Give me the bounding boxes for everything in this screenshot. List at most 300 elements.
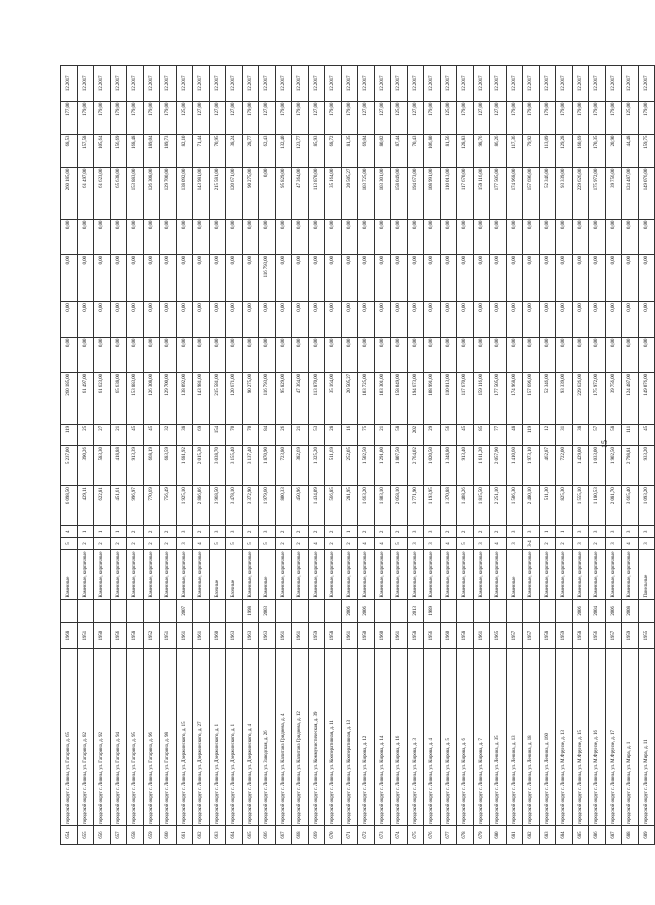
table-cell: Каменные, кирпичные bbox=[176, 549, 193, 599]
table-cell: 0,00 bbox=[110, 337, 127, 372]
table-cell: 1 555,10 bbox=[572, 486, 589, 526]
table-cell: 0,00 bbox=[242, 302, 259, 337]
table-cell: 149 076,00 bbox=[638, 167, 655, 219]
table-cell: 1950 bbox=[358, 623, 375, 649]
table-cell: 3 bbox=[407, 526, 424, 538]
table-cell: 1 611,20 bbox=[473, 446, 490, 486]
table-cell: 85 bbox=[473, 424, 490, 445]
table-cell: 770,69 bbox=[143, 486, 160, 526]
table-cell: 1 bbox=[77, 526, 94, 538]
table-cell: 0,00 bbox=[61, 254, 78, 301]
table-cell: 4 bbox=[308, 538, 325, 550]
table-cell: 0,00 bbox=[61, 219, 78, 254]
table-cell: Каменные, кирпичные bbox=[341, 549, 358, 599]
table-cell: 1 973,10 bbox=[523, 446, 540, 486]
table-cell: 1 bbox=[539, 526, 556, 538]
table-cell: 5 bbox=[457, 538, 474, 550]
table-row bbox=[242, 66, 259, 845]
table-cell: 1963 bbox=[259, 623, 276, 649]
table-cell bbox=[292, 599, 309, 623]
table-cell: городской округ г. Ливны, ул. Кооперативная, д. 13 bbox=[341, 649, 358, 826]
table-cell: 5 bbox=[209, 538, 226, 550]
table-cell: 678 bbox=[457, 826, 474, 845]
table-cell: 429,11 bbox=[77, 486, 94, 526]
table-cell: 0,00 bbox=[61, 302, 78, 337]
table-cell: 12.2017 bbox=[589, 66, 606, 102]
table-cell: 189,04 bbox=[143, 134, 160, 167]
table-cell: 1998 bbox=[242, 599, 259, 623]
table-cell: 0,00 bbox=[308, 302, 325, 337]
table-cell: 0,00 bbox=[622, 219, 639, 254]
table-cell: 0,00 bbox=[407, 254, 424, 301]
table-cell: 125,00 bbox=[440, 101, 457, 134]
table-cell: 156,69 bbox=[110, 134, 127, 167]
table-cell: городской округ г. Ливны, ул. Кирова, д. 12 bbox=[358, 649, 375, 826]
table-cell: 119 bbox=[61, 424, 78, 445]
table-cell: Каменные, кирпичные bbox=[193, 549, 210, 599]
table-cell: 12.2017 bbox=[325, 66, 342, 102]
table-cell: 117 670,00 bbox=[457, 372, 474, 424]
table-cell: 0,00 bbox=[176, 337, 193, 372]
table-cell: 81,56 bbox=[440, 134, 457, 167]
table-row bbox=[490, 66, 507, 845]
table-cell: 3-4 bbox=[523, 538, 540, 550]
table-cell: 12.2017 bbox=[440, 66, 457, 102]
table-cell: Каменные bbox=[259, 549, 276, 599]
table-cell: 0,00 bbox=[127, 254, 144, 301]
table-cell bbox=[61, 599, 78, 623]
table-cell: городской округ г. Ливны, ул. Ленина, д. 18 bbox=[523, 649, 540, 826]
table-cell: 685 bbox=[572, 826, 589, 845]
table-cell: городской округ г. Ливны, ул. М.Фрунзе, д. 16 bbox=[589, 649, 606, 826]
table-cell: 1 815,50 bbox=[473, 486, 490, 526]
table-cell: 913,39 bbox=[127, 446, 144, 486]
table-cell: 0,00 bbox=[325, 219, 342, 254]
table-cell: городской округ г. Ливны, ул. Кирова, д. 5 bbox=[440, 649, 457, 826]
table-cell: 153 883,00 bbox=[127, 372, 144, 424]
table-cell: городской округ г. Ливны, ул. Ленина, д. 13 bbox=[506, 649, 523, 826]
table-cell: 0,00 bbox=[176, 254, 193, 301]
table-cell: 1 502,50 bbox=[358, 446, 375, 486]
table-cell: 0,00 bbox=[539, 302, 556, 337]
table-cell: 12.2017 bbox=[391, 66, 408, 102]
table-cell: 1 434,09 bbox=[308, 486, 325, 526]
table-cell bbox=[539, 599, 556, 623]
table-cell: 1958 bbox=[539, 623, 556, 649]
table-cell: 69 bbox=[193, 424, 210, 445]
table-cell: 12.2017 bbox=[259, 66, 276, 102]
table-cell: 0,00 bbox=[556, 302, 573, 337]
table-cell: Каменные, кирпичные bbox=[127, 549, 144, 599]
table-cell: 2 081,70 bbox=[605, 486, 622, 526]
table-cell: 0,00 bbox=[473, 219, 490, 254]
table-cell: 0,00 bbox=[176, 302, 193, 337]
table-row bbox=[457, 66, 474, 845]
table-cell: 0,00 bbox=[259, 219, 276, 254]
table-cell bbox=[143, 599, 160, 623]
table-cell: 158 049,00 bbox=[391, 167, 408, 219]
table-cell: 0,00 bbox=[160, 254, 177, 301]
table-cell: 127,00 bbox=[308, 101, 325, 134]
table-cell: 0,00 bbox=[358, 254, 375, 301]
table-cell: 0,00 bbox=[490, 254, 507, 301]
table-cell: 52 346,00 bbox=[539, 372, 556, 424]
table-cell: 671 bbox=[341, 826, 358, 845]
table-cell: 0,00 bbox=[539, 337, 556, 372]
table-cell: 0,00 bbox=[589, 302, 606, 337]
table-cell: 1958 bbox=[325, 623, 342, 649]
table-cell: 0,00 bbox=[94, 254, 111, 301]
table-cell: 12.2017 bbox=[77, 66, 94, 102]
table-cell: 79,92 bbox=[523, 134, 540, 167]
table-cell: 2 bbox=[160, 526, 177, 538]
table-cell: 673 bbox=[374, 826, 391, 845]
table-cell: 0,00 bbox=[209, 254, 226, 301]
table-row bbox=[605, 66, 622, 845]
table-cell: 69,04 bbox=[358, 134, 375, 167]
table-cell: 666 bbox=[259, 826, 276, 845]
table-cell: 179,00 bbox=[77, 101, 94, 134]
table-cell: 149 076,00 bbox=[638, 372, 655, 424]
table-cell: 1 033,00 bbox=[589, 446, 606, 486]
table-cell: 2 bbox=[341, 538, 358, 550]
table-cell: городской округ г. Ливны, ул. М.Фрунзе, д. 17 bbox=[605, 649, 622, 826]
table-cell: 689 bbox=[638, 826, 655, 845]
table-row bbox=[325, 66, 342, 845]
table-cell bbox=[490, 599, 507, 623]
table-cell: 0,00 bbox=[226, 302, 243, 337]
table-cell: 0,00 bbox=[61, 337, 78, 372]
table-cell: 179,00 bbox=[523, 101, 540, 134]
table-row bbox=[374, 66, 391, 845]
table-cell: 0,00 bbox=[193, 219, 210, 254]
table-cell: 95 829,00 bbox=[275, 372, 292, 424]
table-cell: 85,93 bbox=[308, 134, 325, 167]
table-cell: 2007 bbox=[176, 599, 193, 623]
table-cell: 0,00 bbox=[424, 302, 441, 337]
table-cell: 0,00 bbox=[523, 337, 540, 372]
table-cell: 0,00 bbox=[110, 302, 127, 337]
table-cell: 681 bbox=[506, 826, 523, 845]
table-cell bbox=[523, 599, 540, 623]
table-cell: 0,00 bbox=[77, 254, 94, 301]
table-cell: Каменные, кирпичные bbox=[523, 549, 540, 599]
table-cell: 93 339,00 bbox=[556, 167, 573, 219]
table-row bbox=[572, 66, 589, 845]
table-cell: 12.2017 bbox=[556, 66, 573, 102]
table-cell: 0,00 bbox=[110, 219, 127, 254]
table-cell: городской округ г. Ливны, ул. Кирова, д. 14 bbox=[374, 649, 391, 826]
table-cell: 674 bbox=[391, 826, 408, 845]
table-cell: 129 700,00 bbox=[160, 167, 177, 219]
table-cell: 1 291,00 bbox=[374, 446, 391, 486]
table-cell: 3 137,40 bbox=[242, 446, 259, 486]
table-cell: 153 883,00 bbox=[127, 167, 144, 219]
table-cell bbox=[209, 599, 226, 623]
table-cell: 1960 bbox=[209, 623, 226, 649]
table-cell: 159 116,00 bbox=[473, 372, 490, 424]
table-cell: 0,00 bbox=[490, 302, 507, 337]
table-cell: 2 bbox=[374, 526, 391, 538]
table-cell: 127,00 bbox=[226, 101, 243, 134]
table-cell: 28,77 bbox=[242, 134, 259, 167]
table-cell: 2 bbox=[94, 538, 111, 550]
table-cell: 159,75 bbox=[638, 134, 655, 167]
table-cell: 120 671,00 bbox=[226, 372, 243, 424]
table-cell: городской округ г. Ливны, ул. М.Фрунзе, д. 13 bbox=[556, 649, 573, 826]
table-cell: 3 bbox=[605, 526, 622, 538]
table-cell bbox=[110, 599, 127, 623]
table-cell: 128,83 bbox=[457, 134, 474, 167]
table-cell: Каменные, кирпичные bbox=[308, 549, 325, 599]
table-cell: 281,95 bbox=[341, 486, 358, 526]
table-cell: 81,35 bbox=[341, 134, 358, 167]
table-row bbox=[638, 66, 655, 845]
table-row bbox=[176, 66, 193, 845]
table-cell: 127,00 bbox=[209, 101, 226, 134]
table-cell: 80,02 bbox=[374, 134, 391, 167]
table-cell: городской округ г. Ливны, ул. Гагарина, д. 92 bbox=[94, 649, 111, 826]
table-cell: 933,20 bbox=[638, 446, 655, 486]
table-cell: 3 bbox=[226, 526, 243, 538]
table-cell: 1959 bbox=[556, 623, 573, 649]
table-cell: 120 671,00 bbox=[226, 167, 243, 219]
table-cell: 0,00 bbox=[523, 302, 540, 337]
table-cell: Каменные, кирпичные bbox=[275, 549, 292, 599]
table-cell: 0,00 bbox=[292, 337, 309, 372]
table-cell: 20 505,27 bbox=[341, 167, 358, 219]
table-cell: 0,00 bbox=[572, 337, 589, 372]
table-cell: 3 bbox=[638, 538, 655, 550]
table-cell: 679 bbox=[473, 826, 490, 845]
table-cell: 179,00 bbox=[110, 101, 127, 134]
table-cell: 4 bbox=[490, 538, 507, 550]
table-cell: 125,00 bbox=[176, 101, 193, 134]
table-cell: 1 bbox=[341, 526, 358, 538]
table-cell: 58 bbox=[391, 424, 408, 445]
table-cell: 21 bbox=[292, 424, 309, 445]
table-cell bbox=[77, 599, 94, 623]
table-cell: 450,96 bbox=[292, 486, 309, 526]
table-cell: 29 bbox=[424, 424, 441, 445]
table-cell: 71,44 bbox=[193, 134, 210, 167]
table-cell: 1957 bbox=[506, 623, 523, 649]
table-cell: 1961 bbox=[193, 623, 210, 649]
table-cell: 28 bbox=[325, 424, 342, 445]
table-cell bbox=[193, 599, 210, 623]
table-cell: 0,00 bbox=[638, 254, 655, 301]
table-cell: 70,43 bbox=[407, 134, 424, 167]
table-cell: 1961 bbox=[275, 623, 292, 649]
table-cell: 26 bbox=[275, 424, 292, 445]
table-cell: 61 497,00 bbox=[77, 372, 94, 424]
table-cell: 0,00 bbox=[572, 254, 589, 301]
table-cell: 127,00 bbox=[407, 101, 424, 134]
table-cell: 0,00 bbox=[341, 254, 358, 301]
table-cell: 2 bbox=[193, 526, 210, 538]
table-cell: 1 370,88 bbox=[440, 486, 457, 526]
table-cell: 0,00 bbox=[374, 219, 391, 254]
table-cell: 179,00 bbox=[275, 101, 292, 134]
table-cell: 1956 bbox=[589, 623, 606, 649]
table-body bbox=[61, 66, 655, 845]
table-cell bbox=[325, 599, 342, 623]
table-cell: 3 bbox=[209, 526, 226, 538]
table-cell: Каменные, кирпичные bbox=[94, 549, 111, 599]
table-cell: 177 505,00 bbox=[490, 167, 507, 219]
table-cell: 0,00 bbox=[391, 302, 408, 337]
table-cell: 1 429,00 bbox=[572, 446, 589, 486]
table-cell: Каменные, кирпичные bbox=[490, 549, 507, 599]
table-row bbox=[589, 66, 606, 845]
table-cell: Каменные, кирпичные bbox=[440, 549, 457, 599]
table-cell: 202 bbox=[407, 424, 424, 445]
table-cell: 0,00 bbox=[209, 219, 226, 254]
table-cell: 6 098,50 bbox=[61, 486, 78, 526]
table-cell: 688 bbox=[622, 826, 639, 845]
table-cell: 2006 bbox=[605, 599, 622, 623]
table-row bbox=[341, 66, 358, 845]
table-cell: 39 756,00 bbox=[605, 167, 622, 219]
table-cell: 1951 bbox=[160, 623, 177, 649]
table-cell: 138 092,00 bbox=[176, 372, 193, 424]
table-cell: 566,85 bbox=[325, 486, 342, 526]
table-cell: 2 bbox=[242, 526, 259, 538]
table-cell: 56 bbox=[440, 424, 457, 445]
table-cell: 1 193,95 bbox=[424, 486, 441, 526]
table-cell: 683 bbox=[539, 826, 556, 845]
table-cell: Каменные, кирпичные bbox=[110, 549, 127, 599]
table-cell: 3 bbox=[506, 526, 523, 538]
table-cell: 0,00 bbox=[539, 219, 556, 254]
table-cell: 756,49 bbox=[160, 486, 177, 526]
table-cell: 0,00 bbox=[407, 302, 424, 337]
table-cell: 1 870,90 bbox=[259, 446, 276, 486]
table-cell: 179,00 bbox=[341, 101, 358, 134]
table-cell: 0,00 bbox=[424, 254, 441, 301]
table-cell: Каменные, кирпичные bbox=[292, 549, 309, 599]
table-cell: 4 bbox=[440, 538, 457, 550]
table-cell: 1952 bbox=[143, 623, 160, 649]
table-cell: 12.2017 bbox=[605, 66, 622, 102]
table-cell bbox=[94, 599, 111, 623]
table-cell: 229 626,00 bbox=[572, 167, 589, 219]
table-cell: 687 bbox=[605, 826, 622, 845]
table-cell: 686 bbox=[589, 826, 606, 845]
table-cell: 157,58 bbox=[77, 134, 94, 167]
table-cell: 2 bbox=[127, 526, 144, 538]
table-cell: 12.2017 bbox=[308, 66, 325, 102]
table-cell: 0,00 bbox=[457, 219, 474, 254]
table-cell: 1 bbox=[94, 526, 111, 538]
table-row bbox=[440, 66, 457, 845]
table-cell: 0,00 bbox=[506, 302, 523, 337]
table-cell: 12.2017 bbox=[226, 66, 243, 102]
table-cell: 1 925,10 bbox=[176, 486, 193, 526]
table-cell: 2 bbox=[110, 538, 127, 550]
table-cell: 123,77 bbox=[292, 134, 309, 167]
table-cell: 129 700,00 bbox=[160, 372, 177, 424]
table-cell: 158 049,00 bbox=[391, 372, 408, 424]
table-cell: городской округ г. Ливны, ул. Дзержинского, д. 15 bbox=[176, 649, 193, 826]
table-row bbox=[193, 66, 210, 845]
table-cell: 2 bbox=[143, 526, 160, 538]
table-cell: 179,00 bbox=[556, 101, 573, 134]
table-cell: 0,00 bbox=[358, 337, 375, 372]
table-cell: 0,00 bbox=[77, 302, 94, 337]
table-cell: 2 886,06 bbox=[193, 486, 210, 526]
table-cell: 0,00 bbox=[605, 254, 622, 301]
table-cell: 179,00 bbox=[94, 101, 111, 134]
table-cell: 179,00 bbox=[589, 101, 606, 134]
table-cell: 116 793,00 bbox=[259, 372, 276, 424]
table-cell: 0,00 bbox=[473, 254, 490, 301]
table-cell: 1965 bbox=[490, 623, 507, 649]
table-cell: 996,97 bbox=[127, 486, 144, 526]
table-row bbox=[143, 66, 160, 845]
table-cell: 683,59 bbox=[160, 446, 177, 486]
table-cell: 1 180,53 bbox=[589, 486, 606, 526]
table-cell: 1950 bbox=[94, 623, 111, 649]
table-cell: 177,00 bbox=[61, 101, 78, 134]
table-cell: 68,72 bbox=[325, 134, 342, 167]
table-cell: 3 bbox=[407, 538, 424, 550]
table-cell: 260 185,00 bbox=[61, 372, 78, 424]
table-row bbox=[556, 66, 573, 845]
table-cell: 2 bbox=[473, 526, 490, 538]
table-cell: 0,00 bbox=[226, 219, 243, 254]
table-cell: 45 bbox=[457, 424, 474, 445]
table-cell: 4 bbox=[358, 538, 375, 550]
table-cell: 58 bbox=[605, 424, 622, 445]
table-cell: 168,48 bbox=[127, 134, 144, 167]
table-cell: 1958 bbox=[572, 623, 589, 649]
table-cell: 70 bbox=[242, 424, 259, 445]
table-cell: 0,00 bbox=[572, 302, 589, 337]
table-cell: 0,00 bbox=[490, 219, 507, 254]
table-cell: 2 480,10 bbox=[523, 486, 540, 526]
table-cell: 82,10 bbox=[176, 134, 193, 167]
table-cell: 126 308,00 bbox=[143, 167, 160, 219]
table-cell: 138 092,00 bbox=[176, 167, 193, 219]
table-cell: 0,00 bbox=[506, 219, 523, 254]
table-cell: 2 bbox=[589, 538, 606, 550]
table-cell: 124 487,00 bbox=[622, 167, 639, 219]
table-cell: 113 870,00 bbox=[308, 167, 325, 219]
table-row bbox=[358, 66, 375, 845]
table-cell: 45 bbox=[638, 424, 655, 445]
table-cell: 0,00 bbox=[523, 219, 540, 254]
table-cell: 1957 bbox=[523, 623, 540, 649]
table-cell: 658 bbox=[127, 826, 144, 845]
table-cell: 52 346,00 bbox=[539, 167, 556, 219]
table-cell: 913,40 bbox=[457, 446, 474, 486]
table-cell: 38,24 bbox=[226, 134, 243, 167]
table-cell: 179,00 bbox=[457, 101, 474, 134]
table-cell: 2 057,90 bbox=[490, 446, 507, 486]
table-cell: 0,00 bbox=[275, 337, 292, 372]
table-cell: 1961 bbox=[391, 623, 408, 649]
table-cell: 2 bbox=[440, 526, 457, 538]
table-cell: 0,00 bbox=[143, 254, 160, 301]
table-cell: 2 bbox=[77, 538, 94, 550]
table-cell: 2 bbox=[275, 538, 292, 550]
table-cell: 179,00 bbox=[143, 101, 160, 134]
table-cell: 3 665,40 bbox=[622, 486, 639, 526]
table-cell: 0,00 bbox=[275, 302, 292, 337]
table-cell: 2 015,30 bbox=[193, 446, 210, 486]
table-cell: 418,88 bbox=[110, 446, 127, 486]
